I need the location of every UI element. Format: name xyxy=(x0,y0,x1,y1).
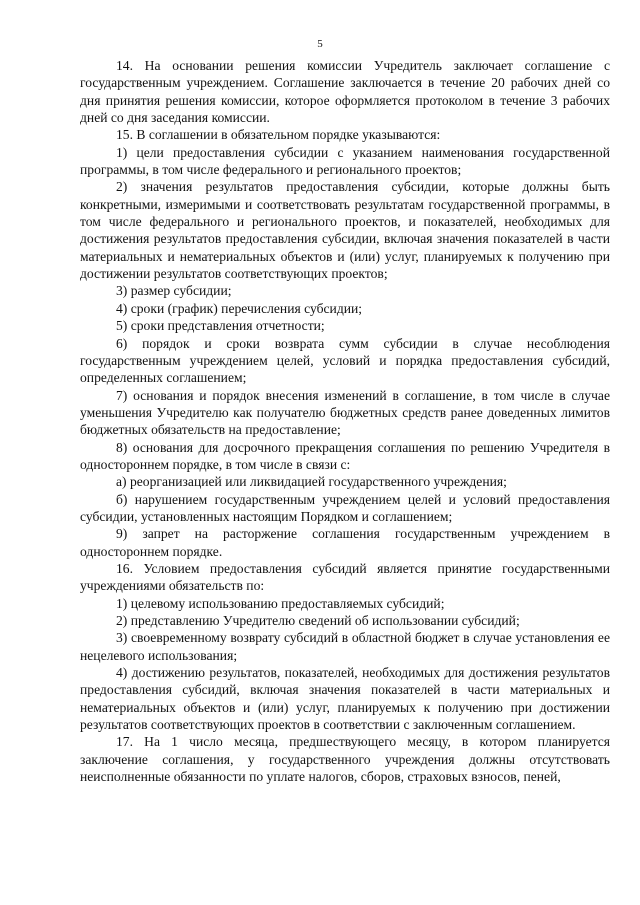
paragraph: 15. В соглашении в обязательном порядке указываются: xyxy=(116,127,441,143)
paragraph: 2) значения результатов предоставления субсидии, которые должны быть конкретными, измеримыми и соответствовать результатам государственной программы, в том числе федерального и регионального проектов, и показателей, необходимых для достижения результатов предоставления субсидии, включая значения показателей в части материальных и нематериальных объектов и (или) услуг, планируемых к получению при достижении результатов соответствующих проектов; xyxy=(80,179,610,282)
paragraph: б) нарушением государственным учреждением целей и условий предоставления субсидии, установленных настоящим Порядком и соглашением; xyxy=(80,491,610,524)
paragraph: 14. На основании решения комиссии Учредитель заключает соглашение с государственным учреждением. Соглашение заключается в течение 20 рабочих дней со дня принятия решения комиссии, которое оформляется протоколом в течение 3 рабочих дней со дня заседания комиссии. xyxy=(80,58,610,126)
paragraph: 16. Условием предоставления субсидий является принятие государственными учреждениями обязательств по: xyxy=(80,560,610,594)
document-body xyxy=(80,57,610,785)
paragraph: 4) достижению результатов, показателей, необходимых для достижения результатов предоставления субсидий, включая значения показателей в части материальных и нематериальных объектов и (или) услуг, планируемых к получению при достижении результатов соответствующих проектов в соответствии с заключенным соглашением. xyxy=(80,665,610,733)
paragraph: а) реорганизацией или ликвидацией государственного учреждения; xyxy=(116,474,507,490)
paragraph: 6) порядок и сроки возврата сумм субсидии в случае несоблюдения государственным учреждением целей, условий и порядка предоставления субсидий, определенных соглашением; xyxy=(80,335,610,386)
paragraph: 1) цели предоставления субсидии с указанием наименования государственной программы, в том числе федерального и регионального проектов; xyxy=(80,144,610,178)
paragraph: 1) целевому использованию предоставляемых субсидий; xyxy=(116,595,445,611)
paragraph: 9) запрет на расторжение соглашения государственным учреждением в одностороннем порядке. xyxy=(80,526,610,559)
page-number: 5 xyxy=(317,38,323,50)
paragraph: 8) основания для досрочного прекращения соглашения по решению Учредителя в одностороннем порядке, в том числе в связи с: xyxy=(80,439,610,472)
paragraph: 4) сроки (график) перечисления субсидии; xyxy=(116,300,363,316)
paragraph: 3) размер субсидии; xyxy=(116,283,232,299)
paragraph: 7) основания и порядок внесения изменений в соглашение, в том числе в случае уменьшения Учредителю как получателю бюджетных средств ранее доведенных лимитов бюджетных обязательств на предоставление; xyxy=(80,387,610,438)
paragraph: 5) сроки представления отчетности; xyxy=(116,318,325,334)
paragraph: 17. На 1 число месяца, предшествующего месяцу, в котором планируется заключение соглашения, у государственного учреждения должны отсутствовать неисполненные обязанности по уплате налогов, сборов, страховых взносов, пеней, xyxy=(80,734,610,785)
paragraph: 3) своевременному возврату субсидий в областной бюджет в случае установления ее нецелевого использования; xyxy=(80,630,610,663)
paragraph: 2) представлению Учредителю сведений об использовании субсидий; xyxy=(116,613,520,628)
